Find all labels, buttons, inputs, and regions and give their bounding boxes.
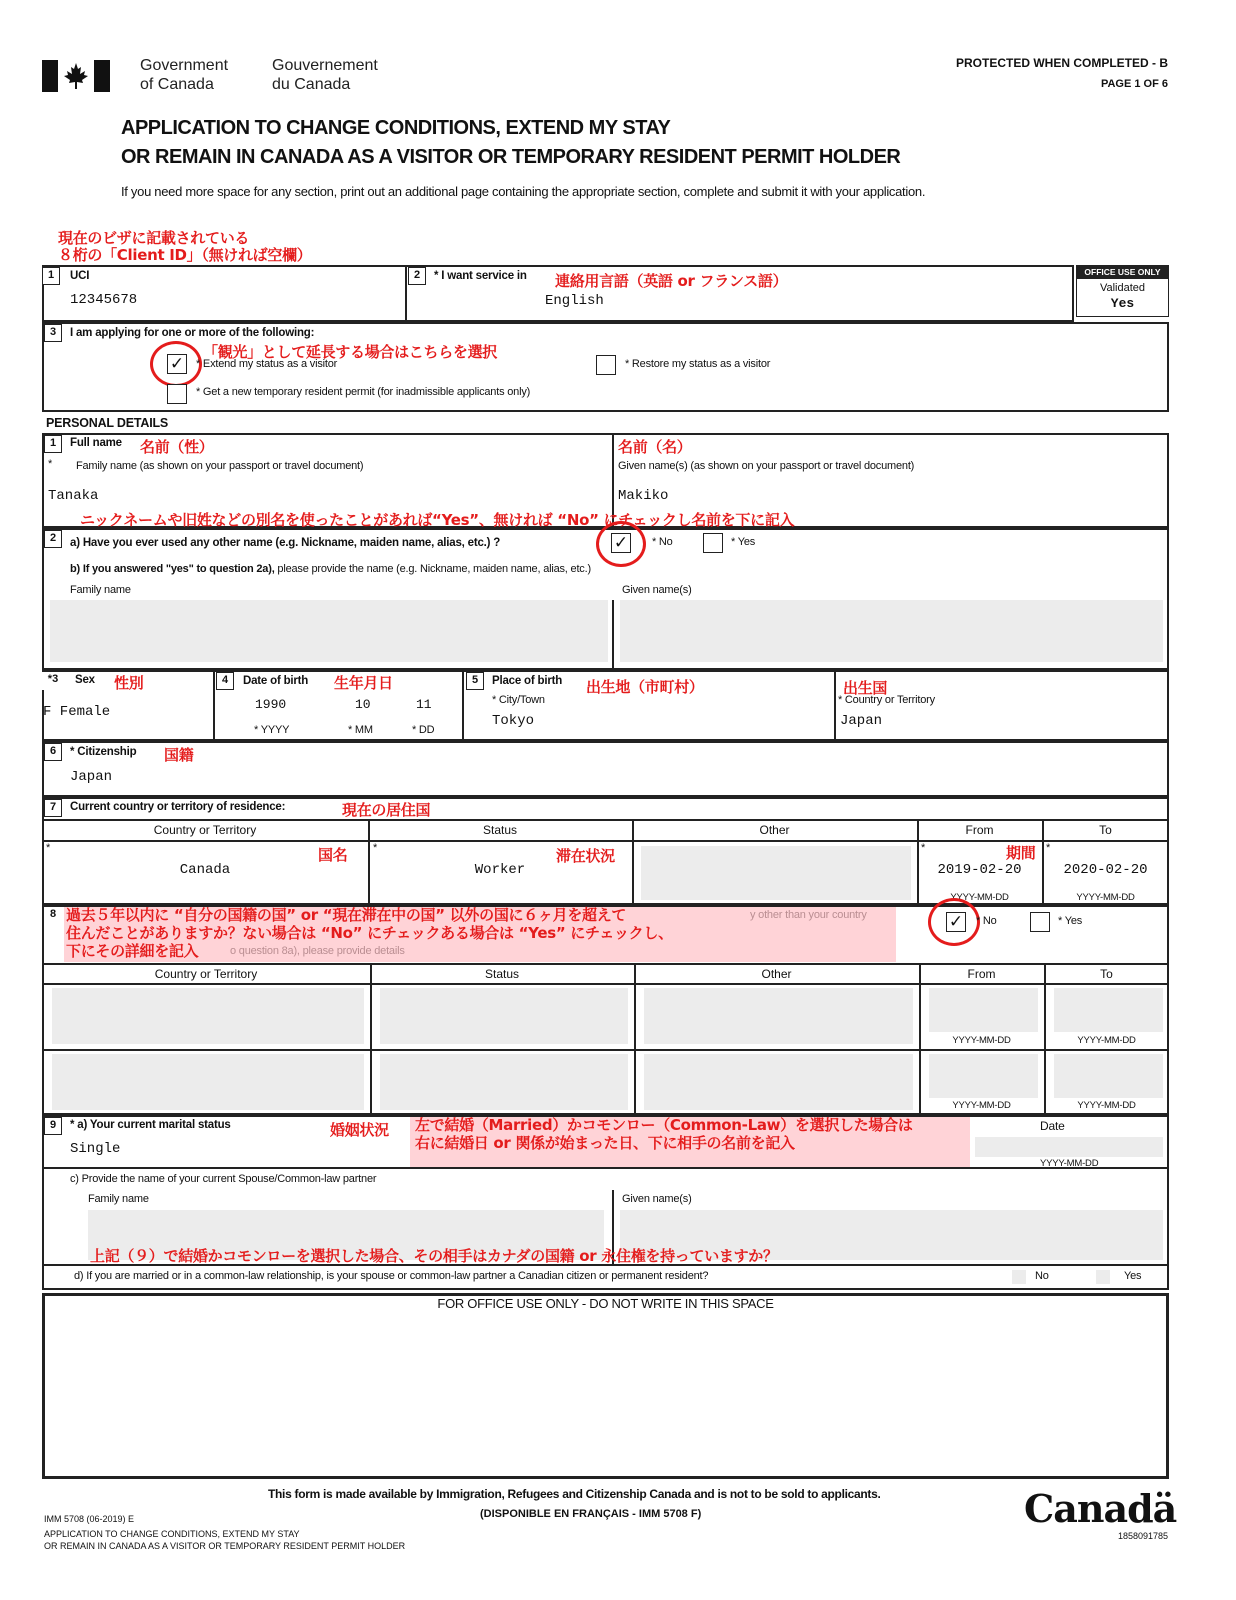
pob-label: Place of birth bbox=[492, 675, 563, 687]
residence-annotation: 現在の居住国 bbox=[342, 801, 431, 819]
given-name-label: Given name(s) (as shown on your passport or travel document) bbox=[618, 460, 915, 472]
q8-annotation: 過去５年以内に “自分の国籍の国” or “現在滞在中の国” 以外の国に６ヶ月を超えて 住んだことがありますか？ない場合は “No” にチェックある場合は “Yes” にチェックし、 下にその詳細を記入 bbox=[66, 906, 673, 960]
city-annotation: 出生地（市町村） bbox=[586, 678, 704, 696]
other-name-yes-label: * Yes bbox=[731, 536, 756, 548]
country-annotation: 出生国 bbox=[843, 679, 888, 697]
citizenship-annotation: 国籍 bbox=[164, 746, 194, 764]
family-name-field[interactable]: Tanaka bbox=[48, 488, 99, 504]
q8-yes-label: * Yes bbox=[1058, 915, 1083, 927]
footer-made-text: This form is made available by Immigration, Refugees and Citizenship Canada and is not to be sold to applicants. bbox=[268, 1487, 881, 1501]
marital-date-label: Date bbox=[1040, 1119, 1065, 1133]
q8-hidden-text: y other than your country bbox=[750, 909, 867, 921]
protected-label: PROTECTED WHEN COMPLETED - B bbox=[956, 56, 1168, 70]
office-use-label: OFFICE USE ONLY bbox=[1076, 265, 1169, 279]
p9-number: 9 bbox=[44, 1117, 62, 1135]
restore-status-label: * Restore my status as a visitor bbox=[625, 358, 771, 370]
sex-field[interactable]: F Female bbox=[43, 704, 111, 720]
q8-col-status: Status bbox=[484, 967, 520, 981]
birth-country-label: * Country or Territory bbox=[838, 694, 935, 706]
other-family-label: Family name bbox=[70, 584, 131, 596]
other-family-field[interactable] bbox=[50, 600, 608, 662]
q8-row2-from-format: YYYY-MM-DD bbox=[952, 1100, 1011, 1111]
footer-french-text: (DISPONIBLE EN FRANÇAIS - IMM 5708 F) bbox=[480, 1508, 702, 1520]
uci-field[interactable]: 12345678 bbox=[70, 292, 138, 308]
q8-row2-to-format: YYYY-MM-DD bbox=[1077, 1100, 1136, 1111]
q8-circle-mark bbox=[928, 898, 980, 946]
dob-label: Date of birth bbox=[243, 675, 309, 687]
period-annotation: 期間 bbox=[1006, 844, 1036, 862]
residence-status-field[interactable]: Worker bbox=[474, 862, 526, 878]
q8-row2-from[interactable] bbox=[929, 1054, 1038, 1098]
q8-row2-to[interactable] bbox=[1054, 1054, 1163, 1098]
canada-flag-logo bbox=[42, 60, 110, 92]
q8-no-checkbox[interactable]: ✓ bbox=[946, 912, 966, 932]
partner-citizen-question: d) If you are married or in a common-law relationship, is your spouse or common-law partner a Canadian citizen or permanent resident? bbox=[74, 1270, 709, 1282]
q8-yes-checkbox[interactable] bbox=[1030, 912, 1050, 932]
personal-details-heading: PERSONAL DETAILS bbox=[46, 416, 169, 430]
partner-family-label: Family name bbox=[88, 1193, 149, 1205]
p5-number: 5 bbox=[466, 672, 484, 690]
given-name-field[interactable]: Makiko bbox=[618, 488, 669, 504]
country-name-annotation: 国名 bbox=[318, 846, 348, 864]
q1-number: 1 bbox=[42, 267, 60, 285]
given-annotation: 名前（名） bbox=[618, 438, 692, 456]
q8-row2-status[interactable] bbox=[380, 1054, 628, 1110]
q8-row1-country[interactable] bbox=[52, 988, 364, 1044]
other-name-no-label: * No bbox=[652, 536, 673, 548]
marital-date-field[interactable] bbox=[975, 1137, 1163, 1157]
marital-label: * a) Your current marital status bbox=[70, 1119, 231, 1131]
birth-country-field[interactable]: Japan bbox=[840, 713, 883, 729]
partner-c-label: c) Provide the name of your current Spouse/Common-law partner bbox=[70, 1173, 377, 1185]
sex-label: Sex bbox=[75, 674, 95, 686]
residence-from-field[interactable]: 2019-02-20 bbox=[937, 862, 1022, 878]
q8-col-to: To bbox=[1100, 967, 1113, 981]
city-label: * City/Town bbox=[492, 694, 545, 706]
instruction-text: If you need more space for any section, print out an additional page containing the appropriate section, complete and submit it with your application. bbox=[121, 184, 926, 199]
applying-label: I am applying for one or more of the following: bbox=[70, 327, 315, 339]
q8-row1-from-format: YYYY-MM-DD bbox=[952, 1035, 1011, 1046]
other-name-no-checkbox[interactable]: ✓ bbox=[611, 533, 631, 553]
other-given-field[interactable] bbox=[620, 600, 1163, 662]
q7-star-4: * bbox=[1046, 842, 1051, 854]
q8-col-country: Country or Territory bbox=[154, 967, 258, 981]
dob-dd-label: * DD bbox=[412, 724, 435, 736]
other-name-annotation: ニックネームや旧姓などの別名を使ったことがあれば“Yes”、無ければ “No” にチェックし名前を下に記入 bbox=[80, 511, 795, 529]
dob-mm-label: * MM bbox=[348, 724, 373, 736]
dob-year-field[interactable]: 1990 bbox=[255, 697, 287, 712]
residence-to-field[interactable]: 2020-02-20 bbox=[1063, 862, 1148, 878]
uci-label: UCI bbox=[70, 270, 90, 282]
office-use-area-label: FOR OFFICE USE ONLY - DO NOT WRITE IN THIS SPACE bbox=[437, 1296, 774, 1311]
q8-row1-other[interactable] bbox=[644, 988, 913, 1044]
footer-form-code: IMM 5708 (06-2019) E bbox=[44, 1514, 135, 1524]
q3-number: 3 bbox=[44, 324, 62, 342]
partner-citizen-yes-label: Yes bbox=[1124, 1270, 1142, 1282]
validated-label: Validated bbox=[1099, 282, 1146, 294]
dob-month-field[interactable]: 10 bbox=[355, 697, 371, 712]
q7-col-from: From bbox=[965, 823, 994, 837]
other-name-b-text: b) If you answered "yes" to question 2a), please provide the name (e.g. Nickname, maiden name, alias, etc.) bbox=[70, 563, 591, 575]
dob-annotation: 生年月日 bbox=[334, 674, 393, 692]
marital-date-format: YYYY-MM-DD bbox=[1040, 1158, 1099, 1169]
residence-country-field[interactable]: Canada bbox=[179, 862, 231, 878]
extend-status-label: * Extend my status as a visitor bbox=[196, 358, 338, 370]
status-annotation: 滞在状況 bbox=[556, 847, 615, 865]
validated-value: Yes bbox=[1110, 296, 1135, 311]
q8-row1-status[interactable] bbox=[380, 988, 628, 1044]
married-annotation: 左で結婚（Married）かコモンロー（Common-Law）を選択した場合は 右に結婚日 or 関係が始まった日、下に相手の名前を記入 bbox=[415, 1116, 913, 1152]
residence-label: Current country or territory of residence: bbox=[70, 801, 286, 813]
citizenship-box bbox=[42, 741, 1169, 797]
q7-star-2: * bbox=[373, 842, 378, 854]
q8-no-label: * No bbox=[976, 915, 997, 927]
q7-col-other: Other bbox=[759, 823, 790, 837]
other-name-yes-checkbox[interactable] bbox=[703, 533, 723, 553]
office-use-area bbox=[42, 1293, 1169, 1479]
trp-label: * Get a new temporary resident permit (for inadmissible applicants only) bbox=[196, 386, 531, 398]
p2-number: 2 bbox=[44, 530, 62, 548]
residence-from-format: YYYY-MM-DD bbox=[950, 892, 1009, 903]
gov-en-text: Government of Canada bbox=[140, 57, 229, 93]
service-annotation: 連絡用言語（英語 or フランス語） bbox=[555, 272, 788, 290]
gov-fr-text: Gouvernement du Canada bbox=[272, 57, 378, 93]
extend-circle-mark bbox=[150, 341, 202, 387]
citizenship-label: * Citizenship bbox=[70, 746, 137, 758]
other-name-circle-mark bbox=[596, 521, 646, 567]
star-mark: * bbox=[48, 458, 53, 470]
q7-col-country: Country or Territory bbox=[153, 823, 257, 837]
p3-number: *3 bbox=[42, 672, 64, 690]
barcode-number: 1858091785 bbox=[1117, 1531, 1168, 1541]
q7-star-3: * bbox=[921, 842, 926, 854]
q8-row1-from[interactable] bbox=[929, 988, 1038, 1032]
marital-annotation: 婚姻状況 bbox=[330, 1121, 389, 1139]
partner-given-label: Given name(s) bbox=[622, 1193, 692, 1205]
form-title: APPLICATION TO CHANGE CONDITIONS, EXTEND MY STAY OR REMAIN IN CANADA AS A VISITOR OR TEMPORARY RESIDENT PERMIT HOLDER bbox=[121, 117, 901, 168]
p8-number: 8 bbox=[44, 907, 62, 925]
q8-row2-other[interactable] bbox=[644, 1054, 913, 1110]
q8-b-text: o question 8a), please provide details bbox=[230, 945, 405, 957]
fullname-label: Full name bbox=[70, 437, 122, 449]
other-given-label: Given name(s) bbox=[622, 584, 692, 596]
canada-wordmark: Canadä bbox=[1024, 1486, 1177, 1531]
q2-number: 2 bbox=[408, 267, 426, 285]
family-annotation: 名前（性） bbox=[140, 438, 214, 456]
q8-row1-to[interactable] bbox=[1054, 988, 1163, 1032]
marital-status-field[interactable]: Single bbox=[70, 1141, 121, 1157]
service-language-field[interactable]: English bbox=[545, 293, 604, 309]
dob-day-field[interactable]: 11 bbox=[416, 697, 432, 712]
q8-row2-country[interactable] bbox=[52, 1054, 364, 1110]
family-name-label: Family name (as shown on your passport or travel document) bbox=[76, 460, 364, 472]
city-field[interactable]: Tokyo bbox=[492, 713, 535, 729]
trp-checkbox[interactable] bbox=[167, 384, 187, 404]
restore-status-checkbox[interactable] bbox=[596, 355, 616, 375]
q8-col-other: Other bbox=[761, 967, 792, 981]
partner-citizen-no-checkbox[interactable] bbox=[1012, 1270, 1026, 1284]
page-number: PAGE 1 OF 6 bbox=[1100, 78, 1168, 90]
citizenship-field[interactable]: Japan bbox=[70, 769, 113, 785]
sex-annotation: 性別 bbox=[114, 674, 144, 692]
partner-citizen-no-label: No bbox=[1035, 1270, 1049, 1282]
q7-col-status: Status bbox=[482, 823, 518, 837]
extend-status-checkbox[interactable]: ✓ bbox=[167, 354, 187, 374]
other-name-question: a) Have you ever used any other name (e.g. Nickname, maiden name, alias, etc.) ? bbox=[70, 537, 501, 549]
p4-number: 4 bbox=[216, 672, 234, 690]
p7-number: 7 bbox=[44, 799, 62, 817]
service-label: * I want service in bbox=[434, 270, 527, 282]
p1-number: 1 bbox=[44, 435, 62, 453]
q7-col-to: To bbox=[1099, 823, 1112, 837]
extend-annotation: 「観光」として延長する場合はこちらを選択 bbox=[203, 343, 498, 361]
q8-row1-to-format: YYYY-MM-DD bbox=[1077, 1035, 1136, 1046]
footer-form-title: APPLICATION TO CHANGE CONDITIONS, EXTEND MY STAY OR REMAIN IN CANADA AS A VISITOR OR TEMPORARY RESIDENT PERMIT HOLDER bbox=[44, 1529, 406, 1551]
residence-other-field[interactable] bbox=[641, 846, 911, 900]
residence-to-format: YYYY-MM-DD bbox=[1076, 892, 1135, 903]
dob-yyyy-label: * YYYY bbox=[254, 724, 290, 736]
uci-annotation: 現在のビザに記載されている ８桁の「Client ID」（無ければ空欄） bbox=[58, 229, 312, 264]
p6-number: 6 bbox=[44, 743, 62, 761]
partner-annotation: 上記（９）で結婚かコモンローを選択した場合、その相手はカナダの国籍 or 永住権を持っていますか？ bbox=[90, 1247, 778, 1265]
q8-col-from: From bbox=[967, 967, 996, 981]
q7-star-1: * bbox=[46, 842, 51, 854]
partner-citizen-yes-checkbox[interactable] bbox=[1096, 1270, 1110, 1284]
